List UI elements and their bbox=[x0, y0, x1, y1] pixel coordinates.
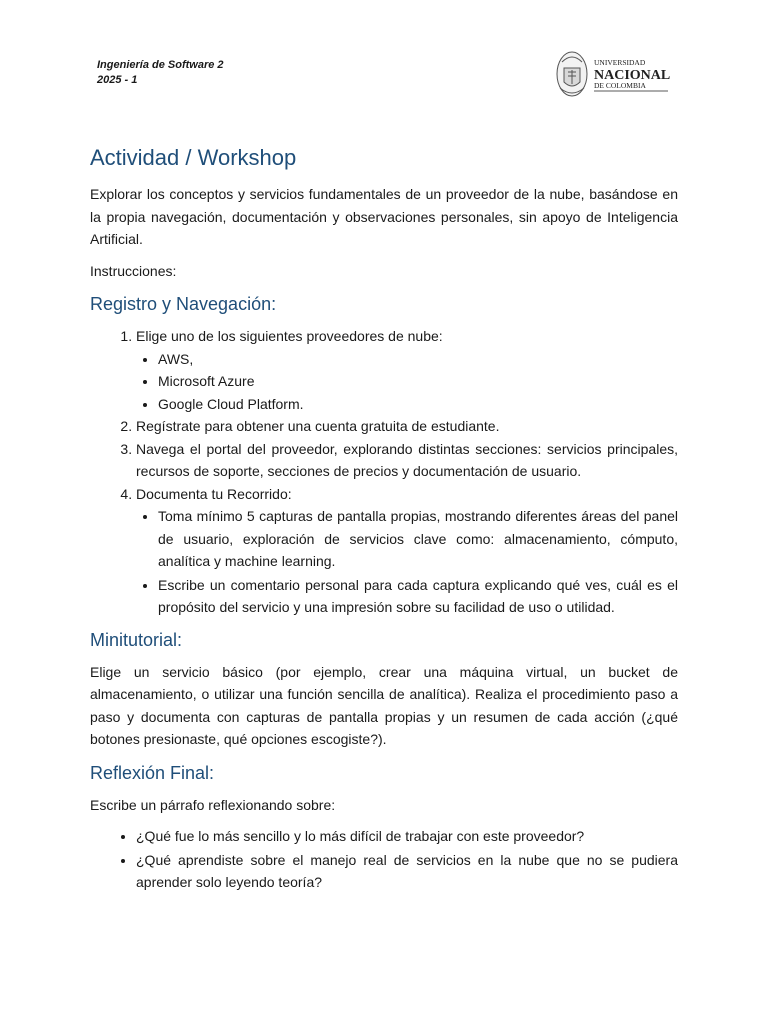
coat-of-arms-icon bbox=[557, 52, 587, 96]
list-item: 2. Regístrate para obtener una cuenta gratuita de estudiante. bbox=[136, 415, 678, 438]
providers-list bbox=[136, 348, 678, 416]
minitutorial-paragraph: Elige un servicio básico (por ejemplo, crear una máquina virtual, un bucket de almacenamiento, o utilizar una función sencilla de analítica). Realiza el procedimiento paso a paso y documenta con capturas de pantalla propias y un resumen de cada acción (¿qué botones presionaste, qué opciones escogiste?). bbox=[90, 663, 678, 747]
course-term: 2025 - 1 bbox=[97, 74, 138, 86]
instructions-label: Instrucciones: bbox=[90, 262, 177, 279]
list-item: • ¿Qué fue lo más sencillo y lo más difícil de trabajar con este proveedor? bbox=[136, 825, 678, 848]
step-text: Elige uno de los siguientes proveedores de nube: bbox=[136, 328, 443, 344]
list-item: • Microsoft Azure bbox=[158, 370, 678, 393]
step-text: Documenta tu Recorrido: bbox=[136, 485, 292, 502]
section-heading-minitutorial: Minitutorial: bbox=[90, 629, 183, 650]
document-header bbox=[97, 58, 224, 88]
list-item: • Escribe un comentario personal para cada captura explicando qué ves, cuál es el propósito del servicio y una impresión sobre su facilidad de uso o utilidad. bbox=[158, 574, 678, 619]
section-heading-reflexion: Reflexión Final: bbox=[90, 762, 215, 783]
course-name: Ingeniería de Software 2 bbox=[97, 59, 224, 71]
list-item bbox=[136, 483, 678, 619]
list-item: • ¿Qué aprendiste sobre el manejo real de servicios en la nube que no se pudiera aprender solo leyendo teoría? bbox=[136, 849, 678, 894]
list-item: • Google Cloud Platform. bbox=[158, 393, 678, 416]
steps-list bbox=[90, 325, 678, 619]
document-body bbox=[90, 142, 678, 895]
svg-text:UNIVERSIDAD: UNIVERSIDAD bbox=[594, 58, 646, 67]
svg-text:DE COLOMBIA: DE COLOMBIA bbox=[594, 81, 646, 90]
documentation-list bbox=[136, 505, 678, 619]
university-logo bbox=[554, 48, 672, 100]
section-heading-registro: Registro y Navegación: bbox=[90, 294, 277, 314]
list-item bbox=[136, 325, 678, 415]
list-item: • Toma mínimo 5 capturas de pantalla propias, mostrando diferentes áreas del panel de usuario, exploración de servicios clave como: almacenamiento, cómputo, analítica y machine learning. bbox=[158, 505, 678, 573]
svg-text:NACIONAL: NACIONAL bbox=[594, 68, 671, 83]
page-title: Actividad / Workshop bbox=[90, 145, 297, 170]
list-item: • AWS, bbox=[158, 348, 678, 371]
reflexion-lead: Escribe un párrafo reflexionando sobre: bbox=[90, 796, 336, 813]
list-item: 3. Navega el portal del proveedor, explorando distintas secciones: servicios principales, recursos de soporte, secciones de precios y documentación de usuario. bbox=[136, 438, 678, 483]
reflexion-questions bbox=[90, 825, 678, 894]
intro-paragraph: Explorar los conceptos y servicios fundamentales de un proveedor de la nube, basándose en la propia navegación, documentación y observaciones personales, sin apoyo de Inteligencia Artificial. bbox=[90, 186, 678, 247]
